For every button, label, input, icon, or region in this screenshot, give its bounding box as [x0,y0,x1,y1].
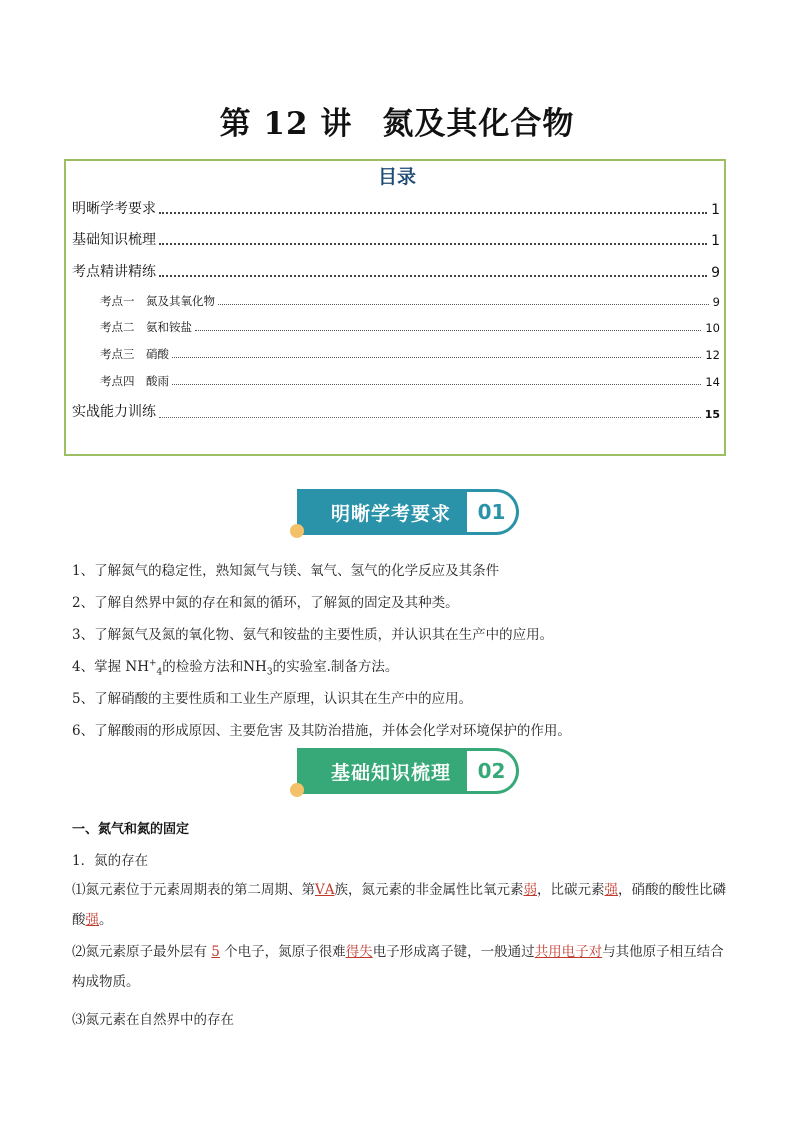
toc-item[interactable]: 基础知识梳理 1 [72,232,720,249]
toc-item[interactable]: 实战能力训练 15 [72,404,720,421]
section-heading: 一、氮气和氮的固定 [72,822,190,837]
toc-subitem[interactable]: 考点二 氨和铵盐 10 [100,320,720,335]
paragraph: ⑵氮元素原子最外层有 5 个电子，氮原子很难得失电子形成离子键，一般通过共用电子对与其他原子相互结合构成物质。 [72,944,724,990]
requirement-item: 6、了解酸雨的形成原因、主要危害 及其防治措施，并体会化学对环境保护的作用。 [72,723,571,739]
banner-number: 02 [467,748,519,794]
toc-subitem[interactable]: 考点三 硝酸 12 [100,347,720,362]
banner-number: 01 [467,489,519,535]
banner-dot [290,524,304,538]
requirement-item: 1、了解氮气的稳定性，熟知氮气与镁、氧气、氢气的化学反应及其条件 [72,563,500,579]
toc-subitem[interactable]: 考点四 酸雨 14 [100,374,720,389]
toc-heading: 目录 [377,166,416,188]
banner-label: 明晰学考要求 [297,489,485,535]
paragraph: ⑴氮元素位于元素周期表的第二周期、第ⅤA族，氮元素的非金属性比氧元素弱，比碳元素强，硝酸的酸性比磷酸强。 [72,882,726,928]
requirement-item: 5、了解硝酸的主要性质和工业生产原理，认识其在生产中的应用。 [72,691,473,707]
requirement-item: 3、了解氮气及氮的氧化物、氨气和铵盐的主要性质，并认识其在生产中的应用。 [72,627,554,643]
paragraph: ⑶氮元素在自然界中的存在 [72,1012,234,1028]
toc-item[interactable]: 考点精讲精练 9 [72,264,720,281]
requirement-item: 4、掌握 $NH^+_4$的检验方法和$NH_3$的实验室.制备方法。 [72,658,399,678]
toc-item[interactable]: 明晰学考要求 1 [72,201,720,218]
requirement-item: 2、了解自然界中氮的存在和氮的循环，了解氮的固定及其种类。 [72,595,459,611]
toc-subitem[interactable]: 考点一 氮及其氧化物 9 [100,294,720,309]
banner-dot [290,783,304,797]
subsection-heading: 1．氮的存在 [72,853,149,869]
page-title: 第 12 讲 氮及其化合物 [219,106,575,142]
banner-label: 基础知识梳理 [297,748,485,794]
